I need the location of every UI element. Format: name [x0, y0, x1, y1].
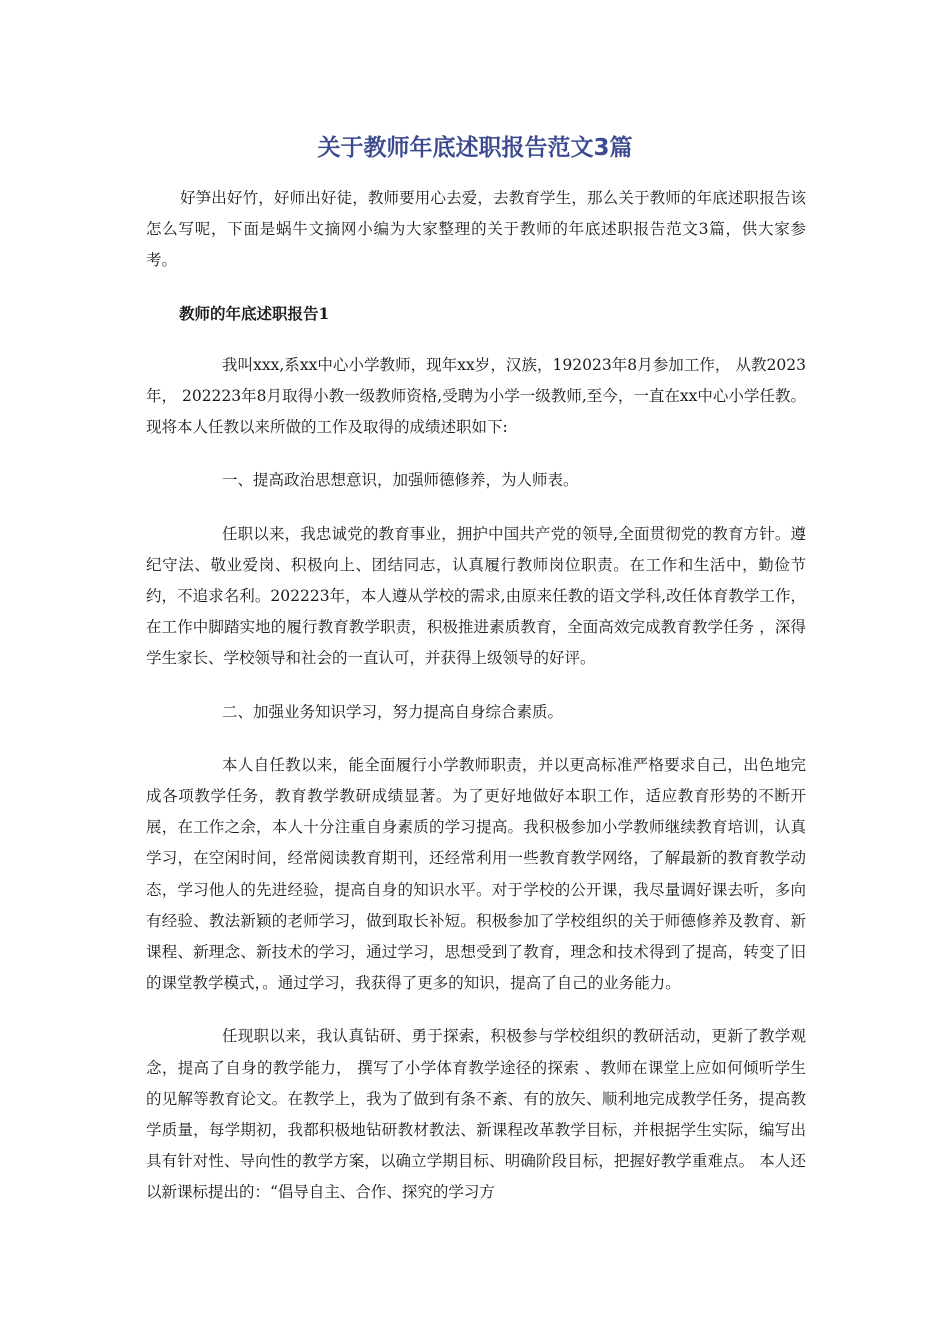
document-title: 关于教师年底述职报告范文3篇 [317, 135, 633, 161]
subheading-paragraph: 二、加强业务知识学习，努力提高自身综合素质。 [222, 702, 564, 721]
document-body [146, 183, 806, 1209]
body-paragraph: 任职以来，我忠诚党的教育事业，拥护中国共产党的领导,全面贯彻党的教育方针。遵纪守法、敬业爱岗、积极向上、团结同志，认真履行教师岗位职责。在工作和生活中，勤俭节约，不追求名利。202223年，本人遵从学校的需求,由原来任教的语文学科,改任体育教学工作，在工作中脚踏实地的履行教育教学职责，积极推进素质教育，全面高效完成教育教学任务 ，深得学生家长、学校领导和社会的一直认可，并获得上级领导的好评。 [146, 524, 806, 668]
body-paragraph: 我叫xxx,系xx中心小学教师，现年xx岁，汉族，192023年8月参加工作， 从教2023年， 202223年8月取得小教一级教师资格,受聘为小学一级教师,至今，一直在xx中心小学任教。现将本人任教以来所做的工作及取得的成绩述职如下: [146, 355, 806, 437]
subheading-paragraph: 一、提高政治思想意识，加强师德修养，为人师表。 [222, 471, 579, 490]
body-paragraph: 任现职以来，我认真钻研、勇于探索，积极参与学校组织的教研活动，更新了教学观念，提高了自身的教学能力， 撰写了小学体育教学途径的探索 、教师在课堂上应如何倾听学生的见解等教育论文。在教学上，我为了做到有条不紊、有的放矢、顺利地完成教学任务，提高教学质量，每学期初，我都积极地钻研教材教法、新课程改革教学目标，并根据学生实际，编写出具有针对性、导向性的教学方案，以确立学期目标、明确阶段目标，把握好教学重难点。 本人还以新课标提出的：“倡导自主、合作、探究的学习方 [146, 1027, 806, 1202]
section-heading: 教师的年底述职报告1 [179, 303, 330, 323]
intro-paragraph: 好笋出好竹，好师出好徒，教师要用心去爱，去教育学生，那么关于教师的年底述职报告该怎么写呢，下面是蜗牛文摘网小编为大家整理的关于教师的年底述职报告范文3篇，供大家参考。 [146, 189, 806, 270]
body-paragraph: 本人自任教以来，能全面履行小学教师职责，并以更高标准严格要求自己，出色地完成各项教学任务，教育教学教研成绩显著。为了更好地做好本职工作，适应教育形势的不断开展，在工作之余，本人十分注重自身素质的学习提高。我积极参加小学教师继续教育培训，认真学习，在空闲时间，经常阅读教育期刊，还经常利用一些教育教学网络，了解最新的教育教学动态，学习他人的先进经验，提高自身的知识水平。对于学校的公开课，我尽量调好课去听，多向有经验、教法新颖的老师学习，做到取长补短。积极参加了学校组织的关于师德修养及教育、新课程、新理念、新技术的学习，通过学习，思想受到了教育，理念和技术得到了提高，转变了旧的课堂教学模式，。通过学习，我获得了更多的知识，提高了自己的业务能力。 [146, 755, 806, 993]
